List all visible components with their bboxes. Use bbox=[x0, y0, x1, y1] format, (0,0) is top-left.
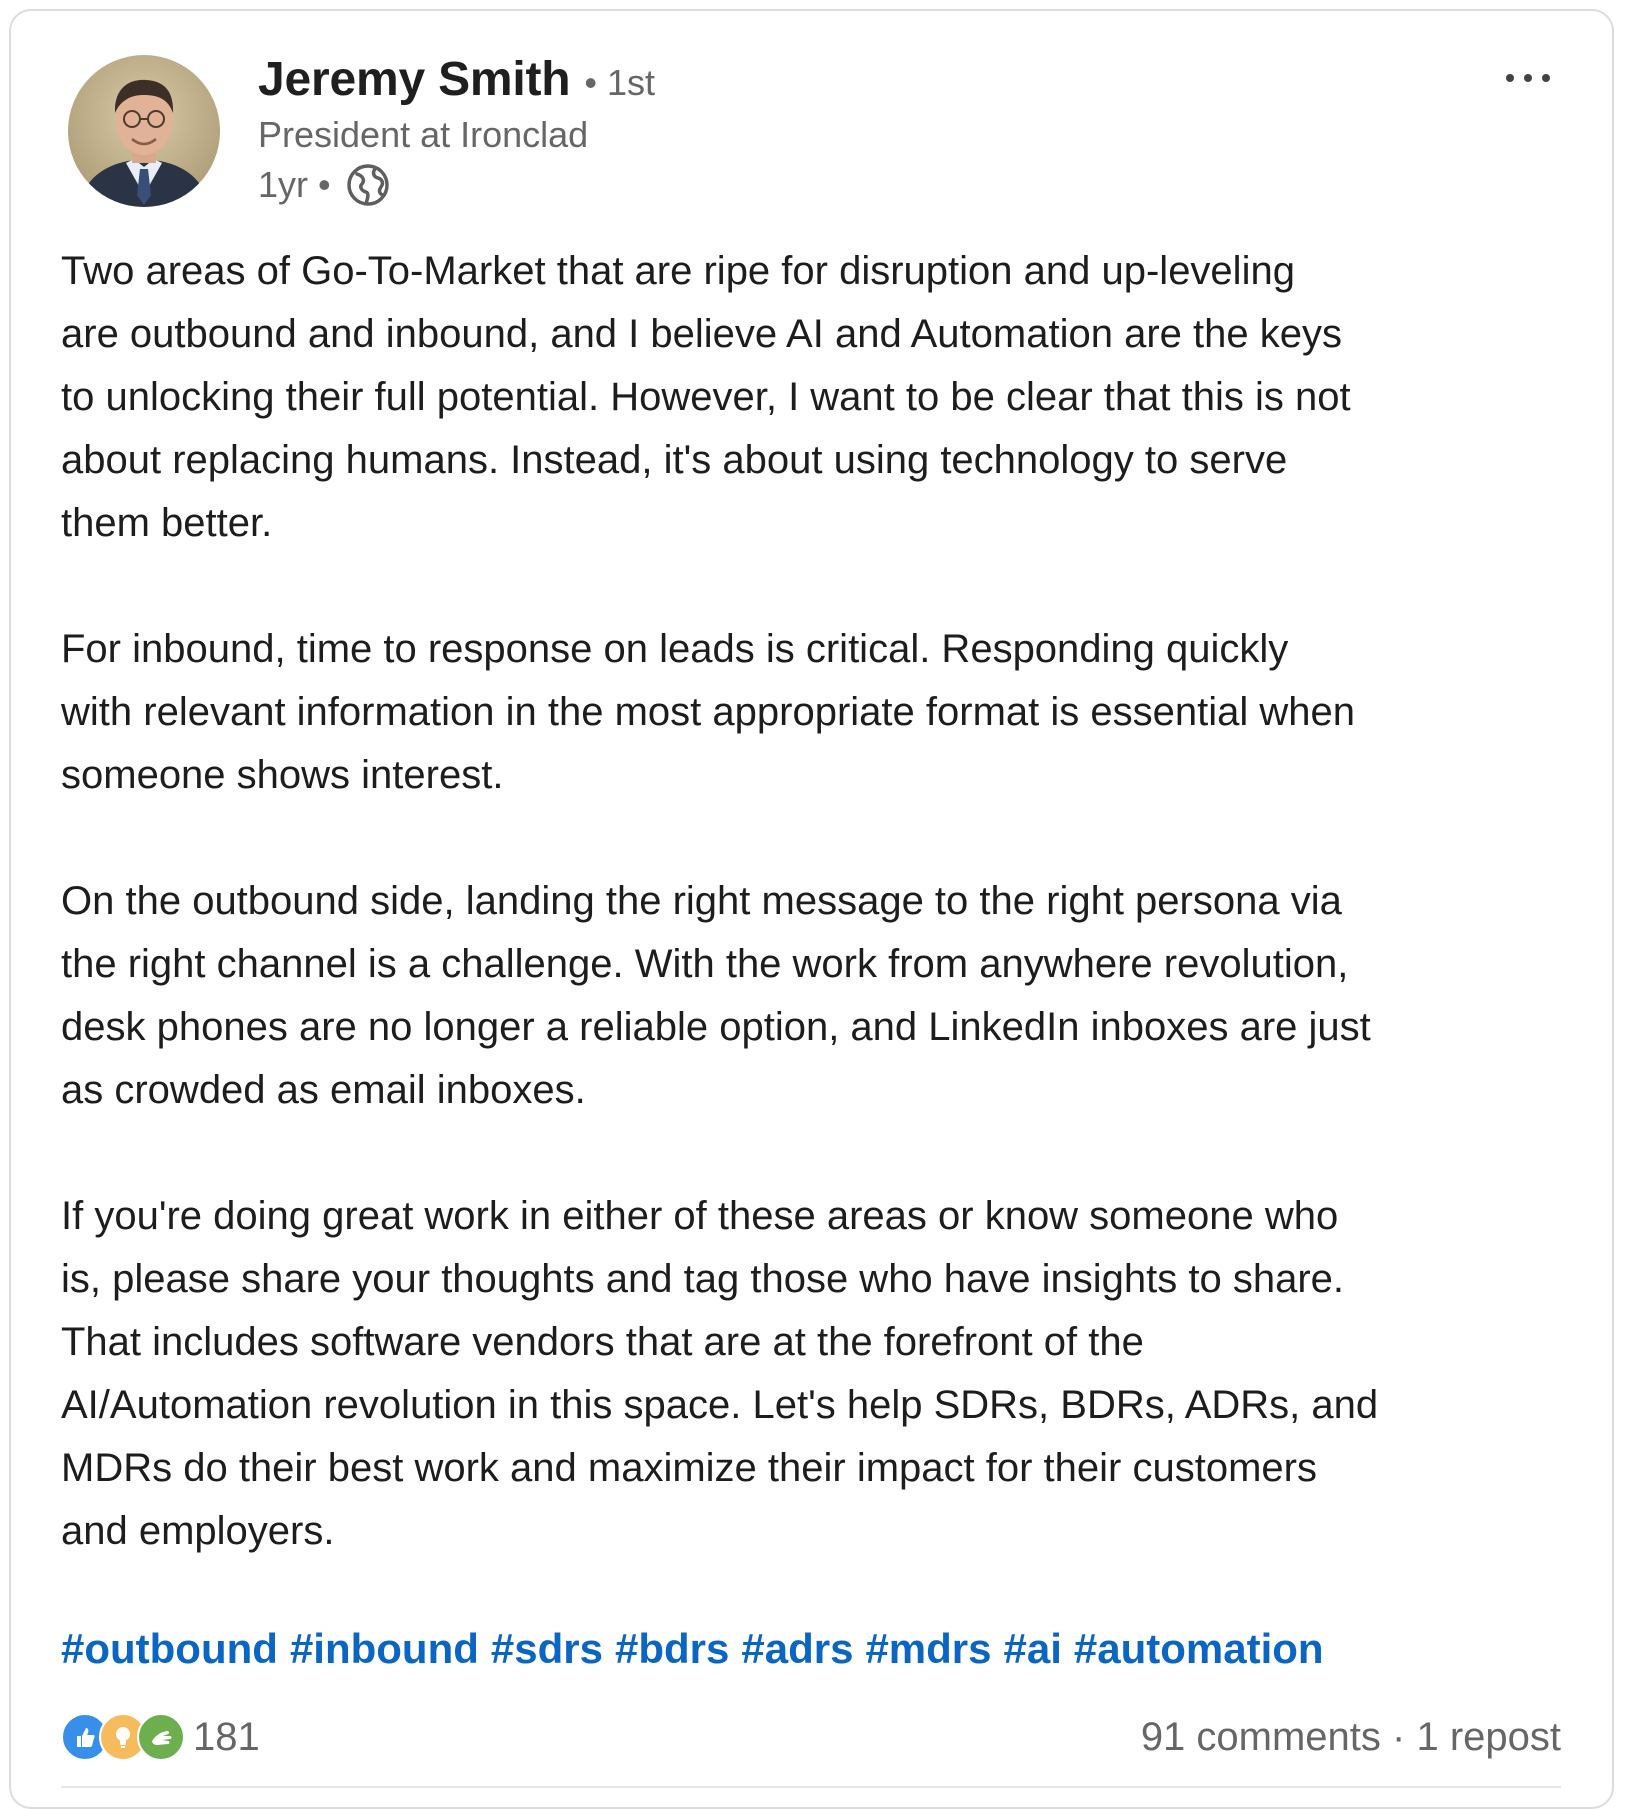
author-avatar[interactable] bbox=[68, 55, 220, 207]
hashtag-link[interactable]: #sdrs bbox=[490, 1625, 603, 1672]
text-line: desk phones are no longer a reliable option, and LinkedIn inboxes are just bbox=[61, 1005, 1371, 1049]
post-paragraph bbox=[61, 1185, 1581, 1563]
post-meta bbox=[258, 162, 391, 208]
text-line: are outbound and inbound, and I believe AI and Automation are the keys bbox=[61, 312, 1342, 356]
comments-count-link[interactable]: 91 comments bbox=[1140, 1714, 1381, 1759]
text-line: to unlocking their full potential. However, I want to be clear that this is not bbox=[61, 375, 1351, 419]
text-line: That includes software vendors that are at the forefront of the bbox=[61, 1320, 1144, 1364]
actions-divider bbox=[61, 1786, 1561, 1788]
text-line: MDRs do their best work and maximize their impact for their customers bbox=[61, 1446, 1317, 1490]
reaction-icons bbox=[61, 1713, 175, 1761]
hashtag-link[interactable]: #adrs bbox=[741, 1625, 854, 1672]
hashtag-link[interactable]: #inbound bbox=[289, 1625, 479, 1672]
social-counts bbox=[61, 1710, 1561, 1764]
hashtag-link[interactable]: #mdrs bbox=[865, 1625, 992, 1672]
hashtag-list bbox=[61, 1625, 1336, 1673]
post-text bbox=[61, 240, 1581, 1626]
author-headline: President at Ironclad bbox=[258, 114, 589, 155]
reactions-summary[interactable] bbox=[61, 1713, 260, 1761]
engagement-summary bbox=[1141, 1715, 1561, 1760]
text-line: about replacing humans. Instead, it's about using technology to serve bbox=[61, 438, 1288, 482]
post-paragraph bbox=[61, 870, 1581, 1122]
post-paragraph bbox=[61, 240, 1581, 555]
text-line: For inbound, time to response on leads is critical. Responding quickly bbox=[61, 627, 1289, 671]
post-time: 1yr bbox=[258, 164, 309, 205]
text-line: Two areas of Go-To-Market that are ripe for disruption and up-leveling bbox=[61, 249, 1295, 293]
meta-separator: • bbox=[318, 164, 331, 205]
author-name[interactable]: Jeremy Smith bbox=[258, 53, 571, 106]
support-icon bbox=[137, 1713, 185, 1761]
connection-degree: • 1st bbox=[584, 62, 656, 103]
hashtag-link[interactable]: #automation bbox=[1073, 1625, 1324, 1672]
text-line: with relevant information in the most appropriate format is essential when bbox=[61, 690, 1355, 734]
reposts-count-link[interactable]: 1 repost bbox=[1416, 1714, 1561, 1759]
engagement-separator: · bbox=[1380, 1714, 1417, 1759]
more-options-button[interactable] bbox=[1498, 58, 1558, 98]
text-line: is, please share your thoughts and tag those who have insights to share. bbox=[61, 1257, 1345, 1301]
hashtag-link[interactable]: #ai bbox=[1003, 1625, 1062, 1672]
text-line: AI/Automation revolution in this space. Let's help SDRs, BDRs, ADRs, and bbox=[61, 1383, 1379, 1427]
text-line: and employers. bbox=[61, 1509, 335, 1553]
text-line: On the outbound side, landing the right message to the right persona via bbox=[61, 879, 1342, 923]
hashtag-link[interactable]: #outbound bbox=[61, 1625, 278, 1672]
text-line: them better. bbox=[61, 501, 273, 545]
author-name-row bbox=[258, 52, 655, 107]
reaction-count: 181 bbox=[193, 1714, 260, 1759]
globe-icon bbox=[345, 162, 391, 208]
ellipsis-icon bbox=[1504, 72, 1552, 84]
text-line: If you're doing great work in either of these areas or know someone who bbox=[61, 1194, 1339, 1238]
text-line: someone shows interest. bbox=[61, 753, 504, 797]
hashtag-link[interactable]: #bdrs bbox=[614, 1625, 730, 1672]
text-line: as crowded as email inboxes. bbox=[61, 1068, 586, 1112]
post-paragraph bbox=[61, 618, 1581, 807]
text-line: the right channel is a challenge. With the work from anywhere revolution, bbox=[61, 942, 1349, 986]
